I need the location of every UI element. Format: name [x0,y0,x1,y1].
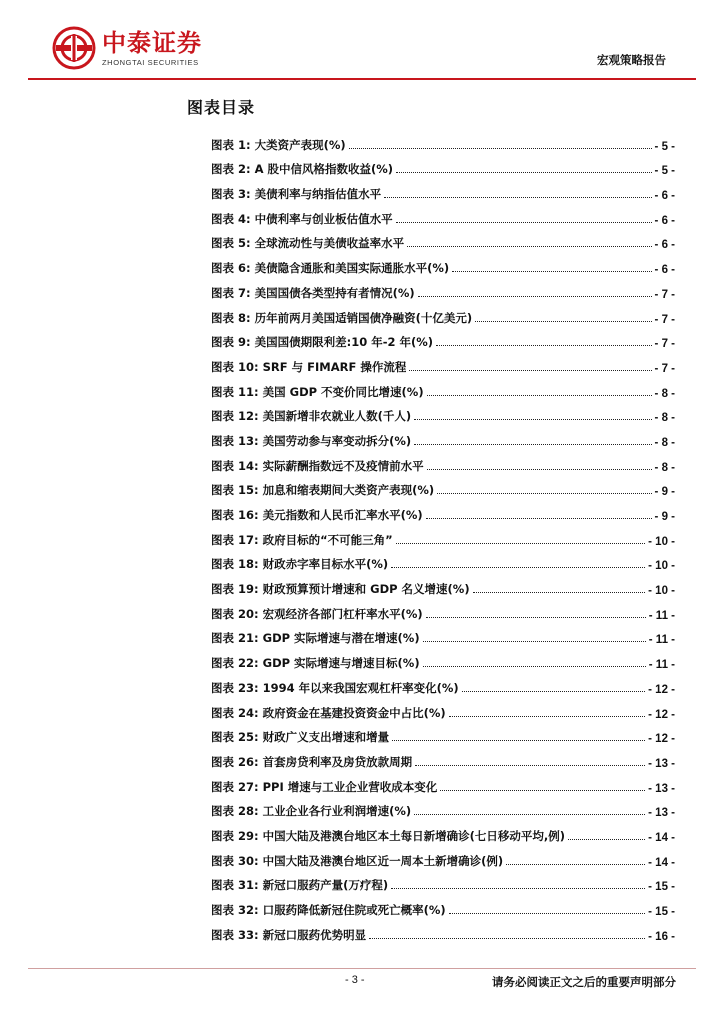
toc-entry-label: 图表 6: [211,261,251,276]
toc-entry-label: 图表 8: [211,310,251,325]
toc-dot-leader [423,641,646,642]
toc-entry-text: 美国劳动参与率变动拆分(%) [262,433,412,448]
toc-entry-title [211,211,393,227]
report-type: 宏观策略报告 [597,53,666,67]
toc-entry-page: - 13 - [648,782,675,795]
toc-entry-text: 美国新增非农就业人数(千人) [262,409,412,424]
toc-entry[interactable] [211,893,675,918]
toc-dot-leader [396,172,651,173]
toc-entry-label: 图表 29: [211,828,259,843]
toc-entry-title [211,260,449,276]
toc-dot-leader [369,938,645,939]
toc-entry-title [211,384,424,400]
logo-chinese-name: 中泰证券 [102,28,202,57]
toc-entry-text: 宏观经济各部门杠杆率水平(%) [262,606,423,621]
toc-entry-text: A 股中信风格指数收益(%) [254,162,394,177]
toc-entry-title [211,655,420,671]
toc-entry[interactable] [211,449,675,474]
toc-entry-label: 图表 27: [211,779,259,794]
toc-entry[interactable] [211,597,675,622]
toc-entry-page: - 9 - [654,486,675,499]
toc-entry-label: 图表 5: [211,236,251,251]
toc-dot-leader [475,321,651,322]
toc-dot-leader [452,271,651,272]
toc-entry[interactable] [211,572,675,597]
toc-entry-title [211,828,565,844]
toc-dot-leader [391,888,645,889]
toc-entry[interactable] [211,869,675,894]
toc-entry-title [211,902,446,918]
toc-entry[interactable] [211,301,675,326]
toc-dot-leader [436,345,652,346]
toc-dot-leader [449,913,645,914]
toc-entry-title [211,877,388,893]
toc-entry-label: 图表 7: [211,285,251,300]
page-number: - 3 - [345,974,365,986]
toc-entry-label: 图表 12: [211,409,259,424]
page-header [0,0,724,80]
toc-dot-leader [449,716,645,717]
toc-dot-leader [414,419,651,420]
toc-entry-text: 美债利率与纳指估值水平 [254,187,382,202]
toc-entry[interactable] [211,474,675,499]
toc-dot-leader [427,469,652,470]
toc-entry[interactable] [211,350,675,375]
toc-entry-page: - 15 - [648,881,675,894]
toc-entry-text: PPI 增速与工业企业营收成本变化 [262,779,438,794]
toc-entry-title [211,803,411,819]
toc-entry-label: 图表 16: [211,508,259,522]
toc-entry[interactable] [211,276,675,301]
toc-entry[interactable] [211,819,675,844]
toc-entry-label: 图表 32: [211,903,259,917]
toc-entry[interactable] [211,375,675,400]
toc-entry-title [211,482,434,498]
toc-entry-page: - 6 - [654,190,675,203]
toc-entry-title [211,556,388,572]
toc-dot-leader [418,296,652,297]
toc-entry-text: 美国国债期限利差:10 年-2 年(%) [254,335,434,350]
toc-entry-label: 图表 15: [211,483,259,498]
toc-entry[interactable] [211,770,675,795]
toc-entry-text: 中国大陆及港澳台地区本土每日新增确诊(七日移动平均,例) [262,828,566,843]
disclaimer: 请务必阅读正文之后的重要声明部分 [492,975,676,989]
toc-entry-page: - 9 - [654,511,675,523]
toc-entry-label: 图表 30: [211,853,259,868]
toc-entry[interactable] [211,153,675,178]
logo-english-name: ZHONGTAI SECURITIES [102,57,199,67]
toc-entry-label: 图表 1: [211,137,251,152]
toc-dot-leader [426,617,646,618]
toc-entry-label: 图表 2: [211,162,251,177]
toc-entry-page: - 10 - [648,535,675,548]
toc-dot-leader [407,246,651,247]
toc-entry[interactable] [211,671,675,696]
toc-entry-text: 中国大陆及港澳台地区近一周本土新增确诊(例) [262,853,504,868]
toc-entry-label: 图表 4: [211,211,251,226]
toc-entry-title [211,779,437,795]
toc-entry-page: - 7 - [654,288,675,301]
toc-entry-label: 图表 25: [211,730,259,745]
toc-dot-leader [426,518,652,519]
toc-entry-text: 政府目标的“不可能三角” [262,532,393,547]
toc-entry-title [211,285,415,301]
toc-entry-label: 图表 24: [211,705,259,720]
toc-entry-title [211,606,423,622]
toc-dot-leader [427,395,652,396]
toc-entry-text: 加息和缩表期间大类资产表现(%) [262,483,435,498]
toc-entry[interactable] [211,696,675,721]
toc-entry-text: 美元指数和人民币汇率水平(%) [262,508,423,522]
toc-entry-text: 中债利率与创业板估值水平 [254,211,393,226]
toc-entry-text: 财政广义支出增速和增量 [262,730,390,745]
toc-entry-page: - 11 - [648,659,675,672]
toc-entry-label: 图表 33: [211,927,259,942]
toc-entry-label: 图表 26: [211,754,259,769]
toc-entry-page: - 5 - [654,140,675,153]
toc-entry-text: 大类资产表现(%) [254,137,346,152]
toc-entry-text: 历年前两月美国适销国债净融资(十亿美元) [254,310,473,325]
toc-entry-page: - 12 - [648,683,675,696]
toc-entry[interactable] [211,128,675,153]
toc-entry-label: 图表 18: [211,557,259,572]
table-of-figures [211,128,675,943]
toc-entry-label: 图表 11: [211,384,259,399]
toc-entry-label: 图表 31: [211,878,259,893]
toc-entry-page: - 15 - [648,906,675,918]
toc-entry-page: - 7 - [654,362,675,375]
toc-entry-page: - 6 - [654,264,675,277]
toc-entry-title [211,137,346,153]
toc-entry-page: - 6 - [654,239,675,252]
toc-entry[interactable] [211,251,675,276]
toc-dot-leader [396,543,645,544]
toc-dot-leader [384,197,651,198]
toc-entry-title [211,235,404,251]
toc-dot-leader [414,444,651,445]
toc-entry-text: 口服药降低新冠住院或死亡概率(%) [262,903,446,917]
toc-entry-text: 美债隐含通胀和美国实际通胀水平(%) [254,261,450,276]
toc-dot-leader [392,740,645,741]
toc-entry-text: 全球流动性与美债收益率水平 [254,236,405,251]
toc-entry-label: 图表 3: [211,187,251,202]
toc-entry-page: - 8 - [654,387,675,400]
footer-divider [28,968,696,969]
toc-entry[interactable] [211,918,675,943]
toc-entry-text: 财政预算预计增速和 GDP 名义增速(%) [262,582,470,597]
toc-entry-title [211,754,412,770]
toc-dot-leader [349,148,652,149]
toc-entry-label: 图表 10: [211,359,259,374]
toc-entry-page: - 8 - [654,461,675,474]
toc-entry-title [211,927,366,943]
toc-entry-title [211,729,389,745]
toc-entry-text: 新冠口服药产量(万疗程) [262,878,389,893]
toc-entry-text: 实际薪酬指数远不及疫情前水平 [262,458,424,473]
header-divider [28,78,696,80]
toc-entry[interactable] [211,622,675,647]
toc-entry-title [211,458,424,474]
toc-entry[interactable] [211,400,675,425]
toc-entry-page: - 14 - [648,831,675,844]
toc-dot-leader [414,814,645,815]
toc-entry-page: - 5 - [654,165,675,178]
toc-entry[interactable] [211,844,675,869]
toc-entry-label: 图表 20: [211,606,259,621]
toc-dot-leader [473,592,646,593]
toc-entry-page: - 16 - [648,930,675,943]
toc-entry-label: 图表 23: [211,680,259,695]
toc-dot-leader [391,567,645,568]
toc-entry-text: GDP 实际增速与潜在增速(%) [262,631,420,646]
toc-entry[interactable] [211,523,675,548]
toc-entry-title [211,408,411,424]
toc-entry-page: - 14 - [648,856,675,869]
toc-entry-page: - 12 - [648,708,675,721]
toc-entry-text: 工业企业各行业利润增速(%) [262,804,412,819]
toc-dot-leader [423,666,646,667]
toc-entry-title [211,853,503,869]
toc-title: 图表目录 [187,98,256,117]
toc-entry-text: 美国 GDP 不变价同比增速(%) [262,384,424,399]
toc-entry-text: 新冠口服药优势明显 [262,927,367,942]
toc-entry-page: - 7 - [654,338,675,351]
toc-entry[interactable] [211,202,675,227]
toc-entry-title [211,630,420,646]
toc-entry-page: - 11 - [648,609,675,622]
toc-entry[interactable] [211,646,675,671]
toc-entry-label: 图表 19: [211,582,259,597]
toc-dot-leader [440,790,645,791]
toc-entry-text: GDP 实际增速与增速目标(%) [262,656,420,671]
toc-entry-page: - 13 - [648,807,675,820]
toc-entry-label: 图表 21: [211,631,259,646]
toc-dot-leader [409,370,651,371]
toc-entry[interactable] [211,424,675,449]
toc-entry-page: - 6 - [654,214,675,227]
toc-entry-text: 财政赤字率目标水平(%) [262,557,389,572]
toc-entry-page: - 8 - [654,436,675,449]
toc-entry-title [211,161,393,177]
toc-entry-text: 首套房贷利率及房贷放款周期 [262,754,413,769]
company-logo [52,26,202,70]
toc-entry[interactable] [211,177,675,202]
toc-entry-text: 美国国债各类型持有者情况(%) [254,285,415,300]
toc-dot-leader [415,765,645,766]
toc-entry-page: - 10 - [648,585,675,598]
toc-entry-title [211,680,459,696]
toc-entry-page: - 12 - [648,733,675,746]
toc-entry-title [211,581,470,597]
toc-entry-page: - 8 - [654,412,675,425]
toc-entry-label: 图表 14: [211,458,259,473]
toc-entry[interactable] [211,745,675,770]
toc-entry-page: - 13 - [648,757,675,770]
toc-entry-title [211,532,393,548]
toc-entry-title [211,507,423,523]
toc-entry-title [211,334,433,350]
toc-entry[interactable] [211,326,675,351]
toc-dot-leader [437,493,651,494]
toc-entry-text: 1994 年以来我国宏观杠杆率变化(%) [262,680,459,695]
toc-entry-title [211,359,406,375]
toc-entry-page: - 7 - [654,313,675,326]
toc-dot-leader [462,691,645,692]
toc-entry-label: 图表 9: [211,335,251,350]
toc-entry-page: - 11 - [648,634,675,647]
toc-dot-leader [568,839,645,840]
toc-entry-title [211,433,411,449]
toc-entry-text: SRF 与 FIMARF 操作流程 [262,359,407,374]
toc-dot-leader [506,864,645,865]
toc-entry-label: 图表 17: [211,532,259,547]
zhongtai-logo-icon [52,26,96,70]
toc-entry[interactable] [211,548,675,573]
toc-entry-title [211,186,381,202]
toc-entry-label: 图表 28: [211,804,259,819]
toc-entry-title [211,310,472,326]
toc-entry-text: 政府资金在基建投资资金中占比(%) [262,705,446,720]
toc-entry-label: 图表 13: [211,433,259,448]
toc-entry-label: 图表 22: [211,656,259,671]
toc-entry-title [211,705,446,721]
toc-entry[interactable] [211,795,675,820]
toc-dot-leader [396,222,652,223]
toc-entry[interactable] [211,498,675,523]
toc-entry-page: - 10 - [648,560,675,573]
toc-entry[interactable] [211,721,675,746]
toc-entry[interactable] [211,227,675,252]
